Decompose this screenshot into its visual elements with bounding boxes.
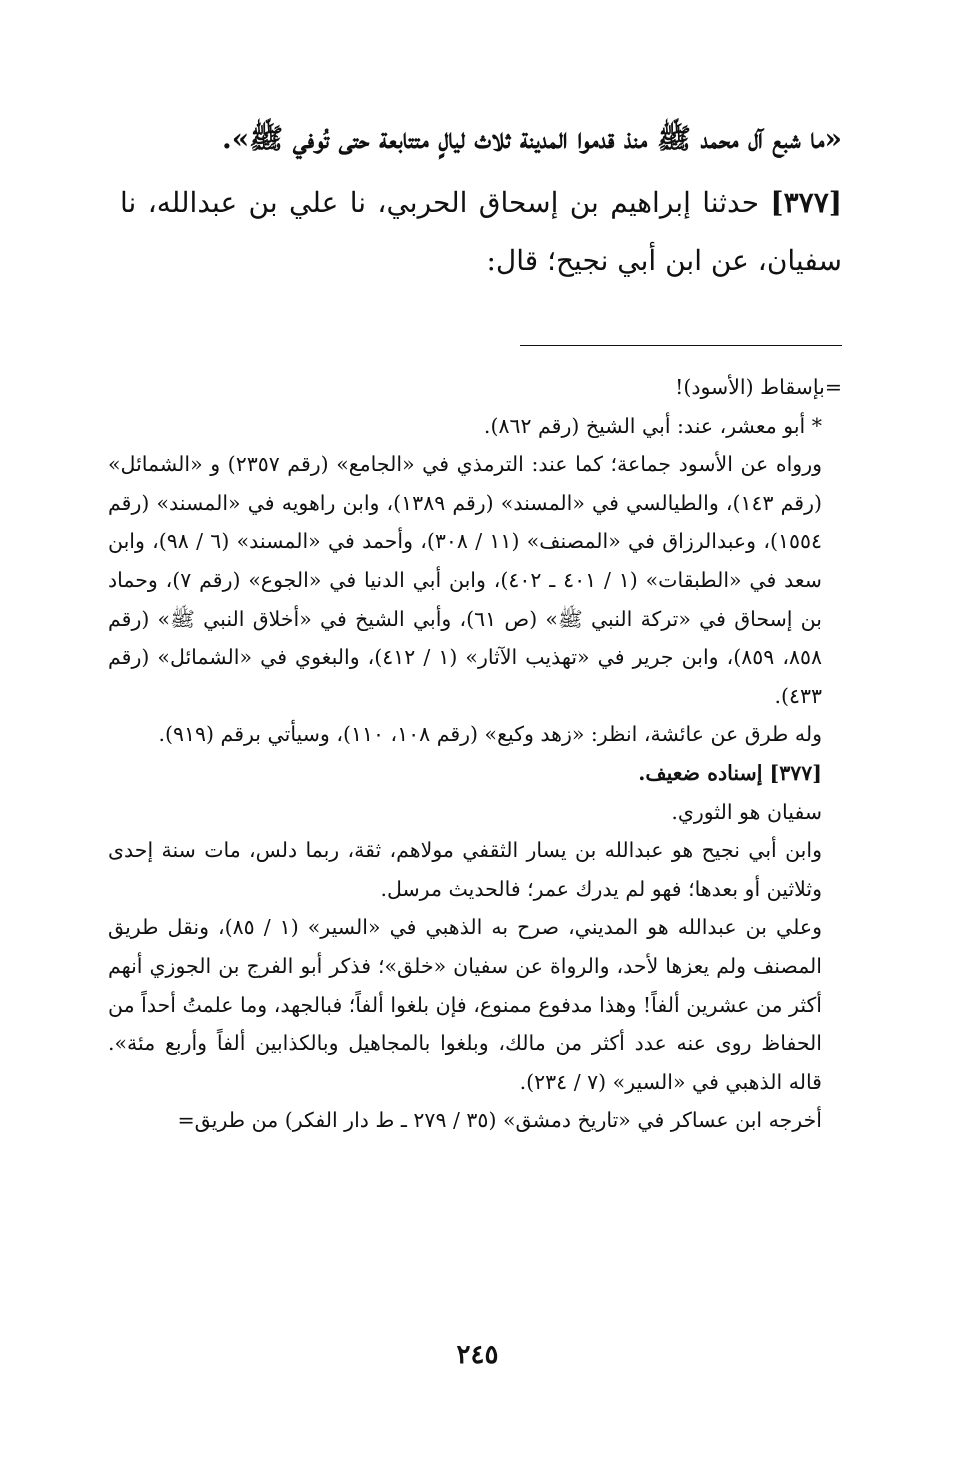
footnote-paragraph: سفيان هو الثوري. <box>671 799 822 824</box>
footnote-paragraph: * أبو معشر، عند: أبي الشيخ (رقم ٨٦٢). <box>483 413 822 438</box>
hadith-number: [٣٧٧] <box>770 186 842 219</box>
footnote-paragraph: وعلي بن عبدالله هو المديني، صرح به الذهبي في «السير» (١ / ٨٥)، ونقل طريق المصنف ولم يعزها لأحد، والرواة عن سفيان «خلق»؛ فذكر أبو الفرج بن الجوزي أنهم أكثر من عشرين ألفاً! وهذا مدفوع ممنوع، فإن بلغوا ألفاً؛ فبالجهد، وما علمتُ أحداً من الحفاظ روى عنه عدد أكثر من مالك، وبلغوا بالمجاهيل وبالكذابين ألفاً وأربع مئة». قاله الذهبي في «السير» (٧ / ٢٣٤). <box>108 915 822 1094</box>
footnote-heading: [٣٧٧] إسناده ضعيف. <box>638 760 822 785</box>
footnote-paragraph: أخرجه ابن عساكر في «تاريخ دمشق» (٣٥ / ٢٧٩ ـ ط دار الفكر) من طريق= <box>177 1108 822 1133</box>
footnote-paragraph: وله طرق عن عائشة، انظر: «زهد وكيع» (رقم ١٠٨، ١١٠)، وسيأتي برقم (٩١٩). <box>158 722 822 747</box>
footnote-continuation: =بإسقاط (الأسود)! <box>675 375 842 399</box>
hadith-paragraph <box>120 174 842 290</box>
footnote-separator <box>520 345 842 346</box>
hadith-quote: «ما شبع آل محمد ﷺ منذ قدموا المدينة ثلاث ليالٍ متتابعة حتى تُوفي ﷺ». <box>221 122 842 155</box>
main-text <box>120 110 842 290</box>
page-number: ٢٤٥ <box>456 1340 499 1370</box>
hadith-chain: حدثنا إبراهيم بن إسحاق الحربي، نا علي بن عبدالله، نا سفيان، عن ابن أبي نجيح؛ قال: <box>120 186 842 277</box>
footnotes <box>108 368 842 1140</box>
footnote-paragraph: ورواه عن الأسود جماعة؛ كما عند: الترمذي في «الجامع» (رقم ٢٣٥٧) و «الشمائل» (رقم ١٤٣)، والطيالسي في «المسند» (رقم ١٣٨٩)، وابن راهويه في «المسند» (رقم ١٥٥٤)، وعبدالرزاق في «المصنف» (١١ / ٣٠٨)، وأحمد في «المسند» (٦ / ٩٨)، وابن سعد في «الطبقات» (١ / ٤٠١ ـ ٤٠٢)، وابن أبي الدنيا في «الجوع» (رقم ٧)، وحماد بن إسحاق في «تركة النبي ﷺ» (ص ٦١)، وأبي الشيخ في «أخلاق النبي ﷺ» (رقم ٨٥٨، ٨٥٩)، وابن جرير في «تهذيب الآثار» (١ / ٤١٢)، والبغوي في «الشمائل» (رقم ٤٣٣). <box>108 452 823 708</box>
footnote-paragraph: وابن أبي نجيح هو عبدالله بن يسار الثقفي مولاهم، ثقة، ربما دلس، مات سنة إحدى وثلاثين أو بعدها؛ فهو لم يدرك عمر؛ فالحديث مرسل. <box>108 838 822 901</box>
